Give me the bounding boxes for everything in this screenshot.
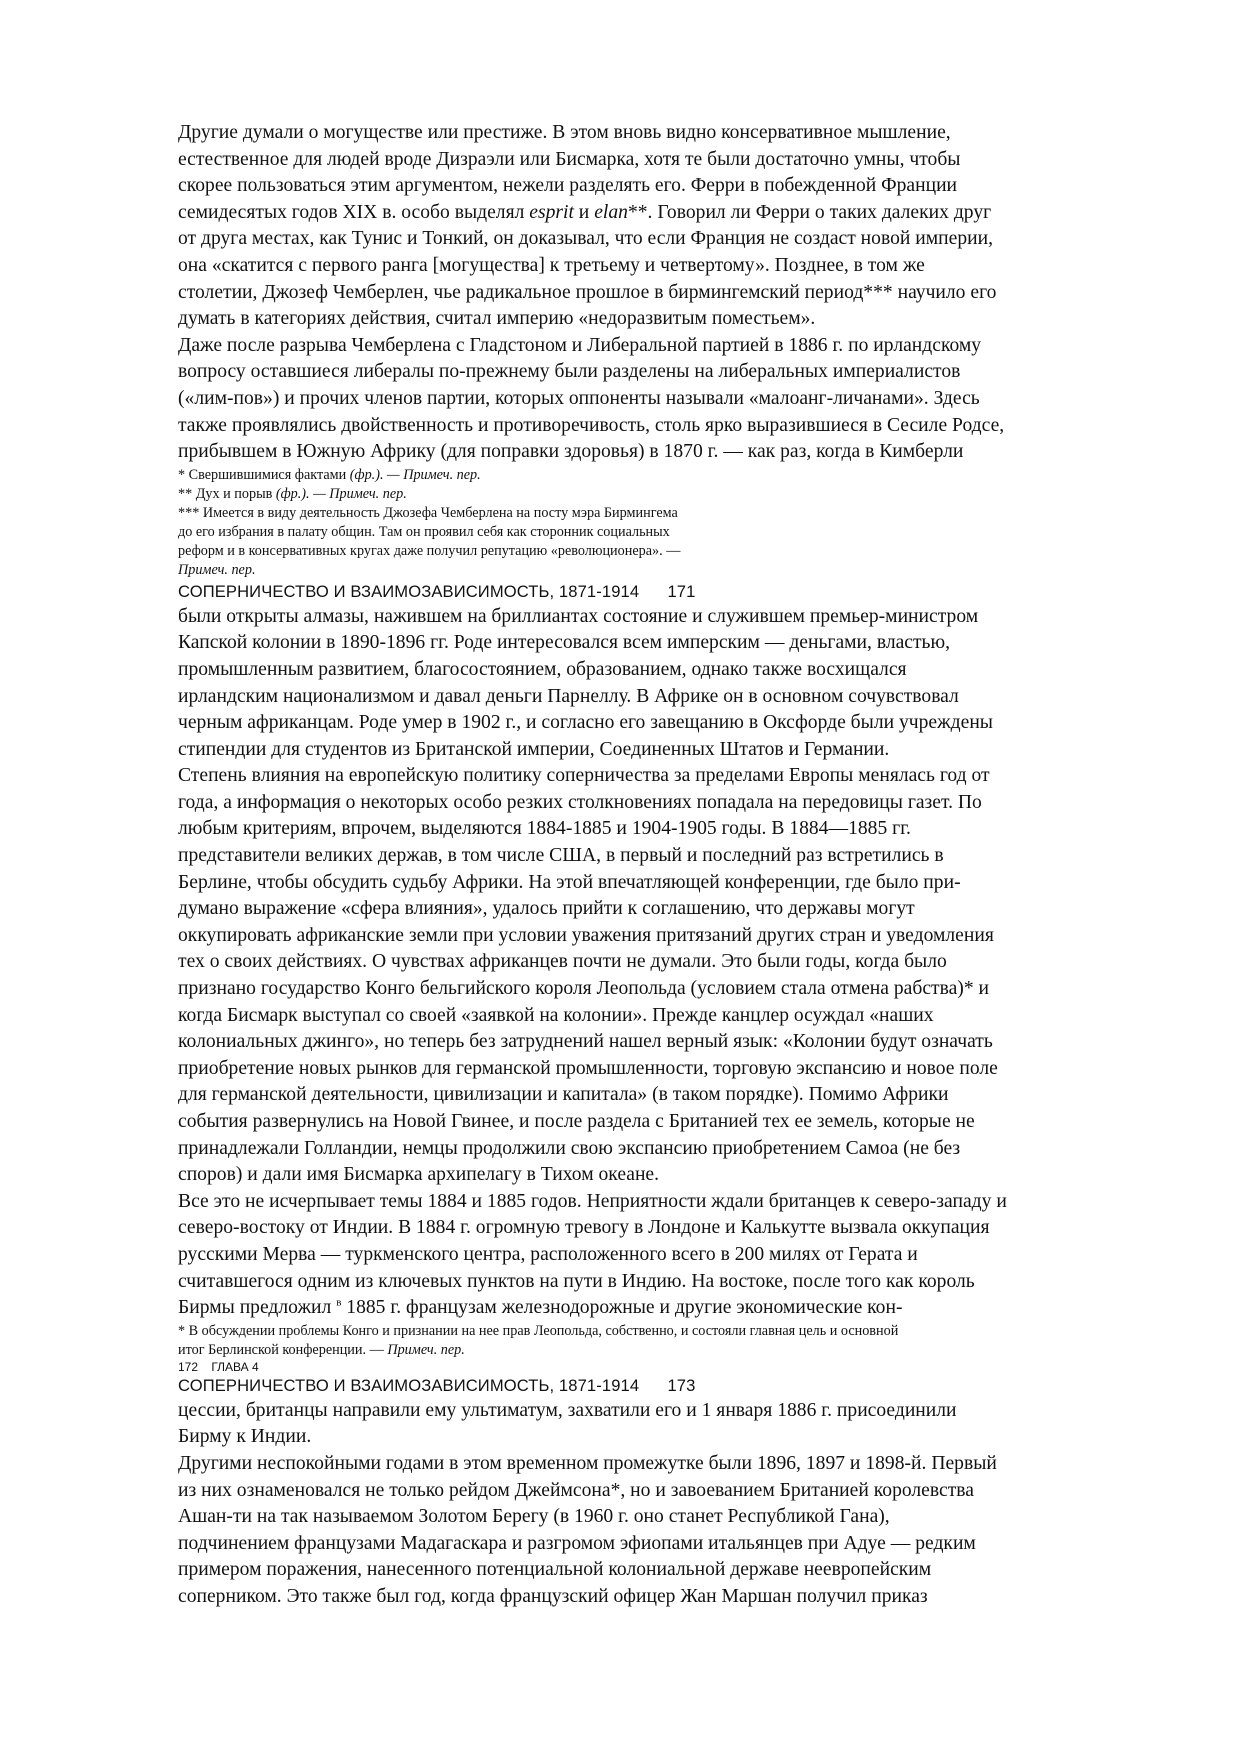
paragraph: Степень влияния на европейскую политику соперничества за пределами Европы менялась год от года, а информация о некоторых особо резких столкновениях попадала на передовицы газет. По любым критериям, впрочем, выделяются 1884-1885 и 1904-1905 годы. В 1884—1885 гг. представители великих держав, в том числе США, в первый и последний раз встретились в Берлине, чтобы обсудить судьбу Африки. На этой впечатляющей конференции, где было при- думано выражение «сфера влияния», удалось прийти к соглашению, что державы могут оккупировать африканские земли при условии уважения притязаний других стран и уведомления тех о своих действиях. О чувствах африканцев почти не думали. Это были годы, когда было признано государство Конго бельгийского короля Леопольда (условием стала отмена рабства)* и когда Бисмарк выступал со своей «заявкой на колонии». Прежде канцлер осуждал «наших колониальных джинго», но теперь без затруднений нашел верный язык: «Колонии будут означать приобретение новых рынков для германской промышленности, торговую экспансию и новое поле для германской деятельности, цивилизации и капитала» (в таком порядке). Помимо Африки события развернулись на Новой Гвинее, и после раздела с Британией тех ее земель, которые не принадлежали Голландии, немцы продолжили свою экспансию приобретением Самоа (не без споров) и дали имя Бисмарка архипелагу в Тихом океане.: [178, 765, 998, 1186]
document-page: [178, 120, 1160, 1611]
footnote: *** Имеется в виду деятельность Джозефа Чемберлена на посту мэра Бирмингема до его избрания в палату общин. Там он проявил себя как сторонник социальных реформ и в консервативных кругах даже получил репутацию «революционера». — Примеч. пер.: [178, 504, 681, 578]
italic-word: esprit: [529, 201, 574, 223]
footnote: ** Дух и порыв (фр.). — Примеч. пер.: [178, 485, 407, 502]
paragraph: Другие думали о могуществе или престиже. В этом вновь видно консервативное мышление, естественное для людей вроде Дизраэли или Бисмарка, хотя те были достаточно умны, чтобы скорее пользоваться этим аргументом, нежели разделять его. Ферри в побежденной Франции семидесятых годов XIX в. особо выделял esprit и elan**. Говорил ли Ферри о таких далеких друг от друга местах, как Тунис и Тонкий, он доказывал, что если Франция не создаст новой империи, она «скатится с первого ранга [могущества] к третьему и четвертому». Позднее, в том же столетии, Джозеф Чемберлен, чье радикальное прошлое в бирмингемский период*** научило его думать в категориях действия, считал империю «недоразвитым поместьем».: [178, 122, 997, 330]
footnote: * В обсуждении проблемы Конго и признании на нее прав Леопольда, собственно, и состояли главная цель и основной итог Берлинской конференции. — Примеч. пер.: [178, 1322, 899, 1358]
page-footer: 172 ГЛАВА 4: [178, 1359, 259, 1374]
italic-word: elan: [594, 201, 628, 223]
superscript: в: [336, 1296, 342, 1309]
running-header: СОПЕРНИЧЕСТВО И ВЗАИМОЗАВИСИМОСТЬ, 1871-1914 173: [178, 1375, 696, 1395]
paragraph: цессии, британцы направили ему ультиматум, захватили его и 1 января 1886 г. присоединили Бирму к Индии.: [178, 1399, 957, 1448]
paragraph: Все это не исчерпывает темы 1884 и 1885 годов. Неприятности ждали британцев к северо-западу и северо-востоку от Индии. В 1884 г. огромную тревогу в Лондоне и Калькутте вызвала оккупация русскими Мерва — туркменского центра, расположенного всего в 200 милях от Герата и считавшегося одним из ключевых пунктов на пути в Индию. На востоке, после того как король Бирмы предложил $^в$ 1885 г. французам железнодорожные и другие экономические кон-: [178, 1190, 1007, 1319]
paragraph: были открыты алмазы, нажившем на бриллиантах состояние и служившем премьер-министром Капской колонии в 1890-1896 гг. Роде интересовался всем имперским — деньгами, властью, промышленным развитием, благосостоянием, образованием, однако также восхищался ирландским национализмом и давал деньги Парнеллу. В Африке он в основном сочувствовал черным африканцам. Роде умер в 1902 г., и согласно его завещанию в Оксфорде были учреждены стипендии для студентов из Британской империи, Соединенных Штатов и Германии.: [178, 605, 993, 760]
paragraph: Другими неспокойными годами в этом временном промежутке были 1896, 1897 и 1898-й. Первый из них ознаменовался не только рейдом Джеймсона*, но и завоеванием Британией королевства Ашан-ти на так называемом Золотом Берегу (в 1960 г. оно станет Республикой Гана), подчинением французами Мадагаскара и разгромом эфиопами итальянцев при Адуе — редким примером поражения, нанесенного потенциальной колониальной державе неевропейским соперником. Это также был год, когда французский офицер Жан Маршан получил приказ: [178, 1452, 997, 1607]
footnote: * Свершившимися фактами (фр.). — Примеч. пер.: [178, 466, 481, 483]
running-header: СОПЕРНИЧЕСТВО И ВЗАИМОЗАВИСИМОСТЬ, 1871-1914 171: [178, 581, 696, 601]
paragraph: Даже после разрыва Чемберлена с Гладстоном и Либеральной партией в 1886 г. по ирландскому вопросу оставшиеся либералы по-прежнему были разделены на либеральных империалистов («лим-пов») и прочих членов партии, которых оппоненты называли «малоанг-личанами». Здесь также проявлялись двойственность и противоречивость, столь ярко выразившиеся в Сесиле Родсе, прибывшем в Южную Африку (для поправки здоровья) в 1870 г. — как раз, когда в Кимберли: [178, 334, 1005, 463]
footnotes: [178, 1322, 1160, 1360]
footnotes: [178, 466, 1160, 580]
